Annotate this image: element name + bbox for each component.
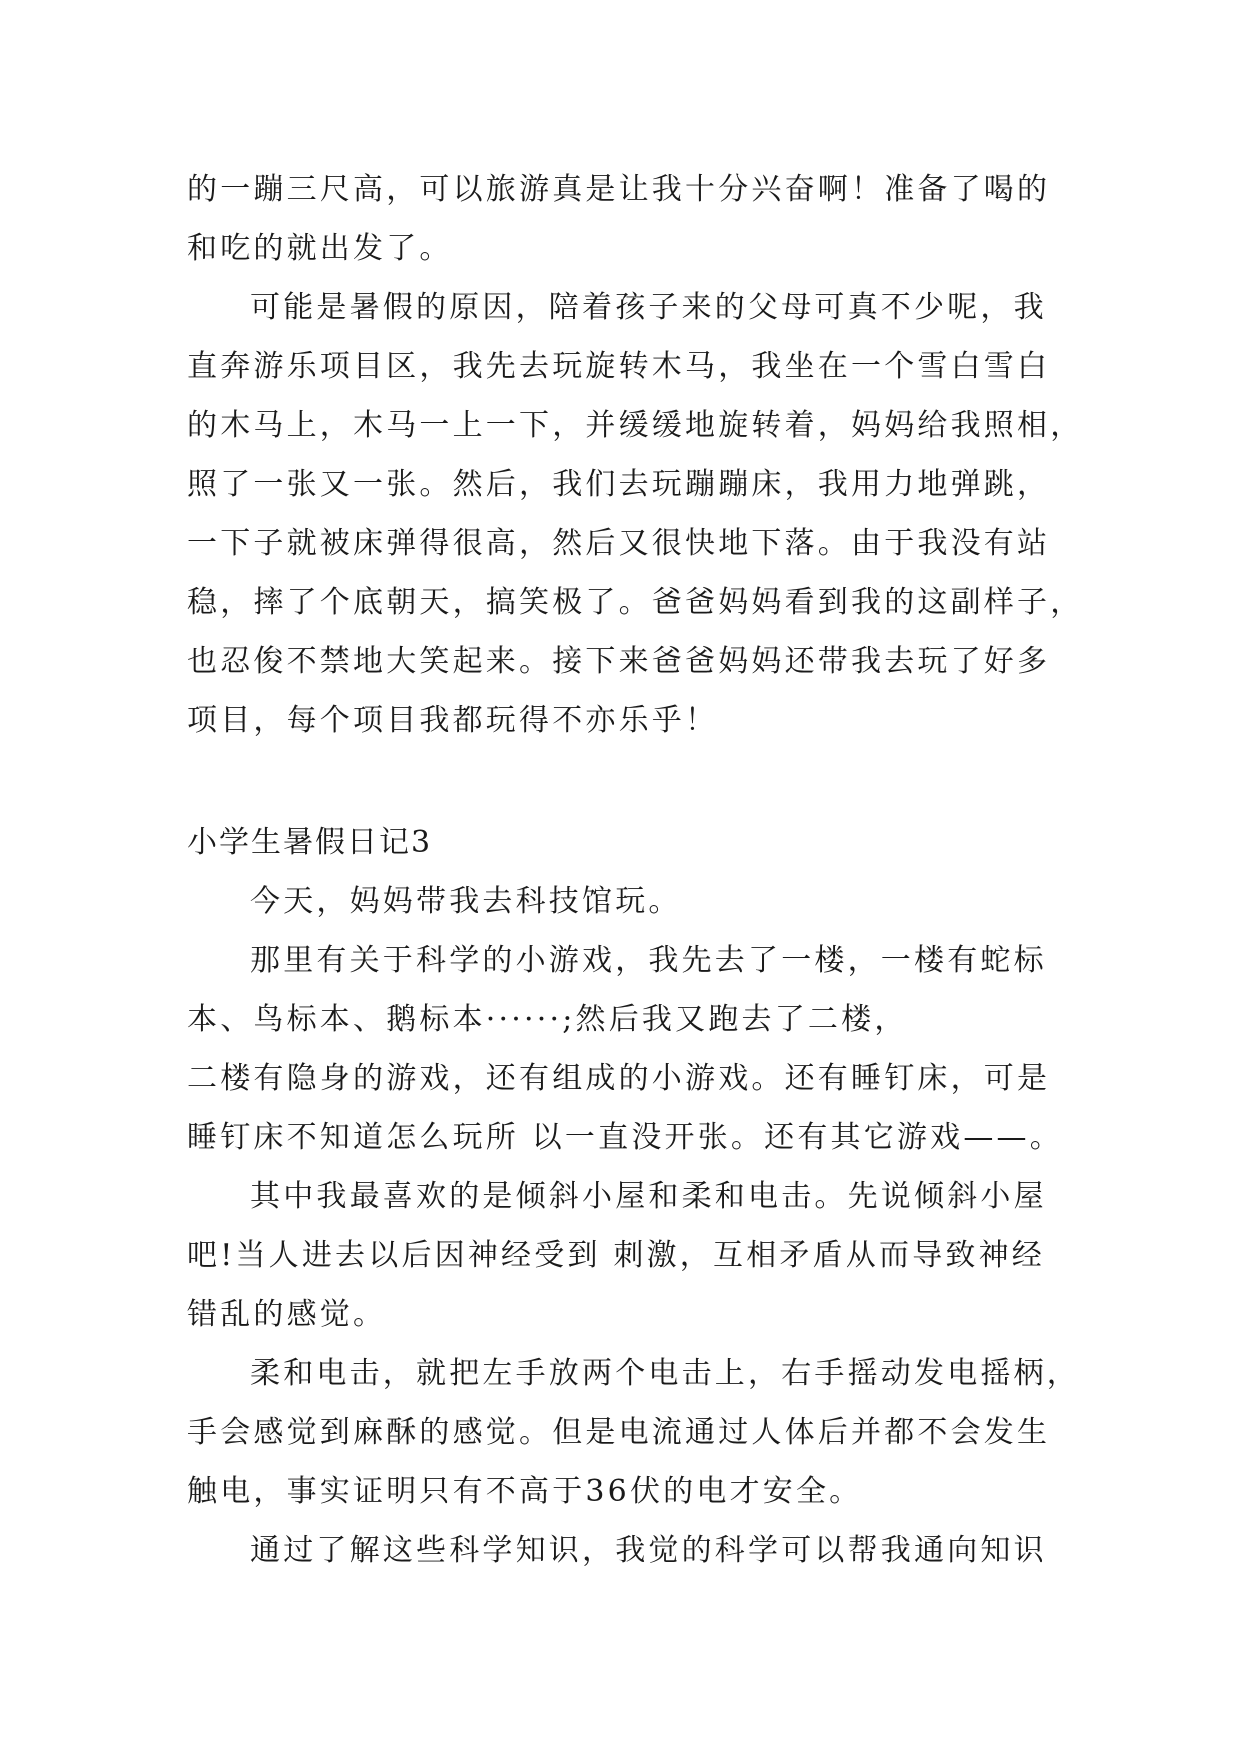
text-line: 错乱的感觉。 bbox=[187, 1297, 387, 1332]
text-line: 和吃的就出发了。 bbox=[187, 231, 453, 266]
paragraph-start: 通过了解这些科学知识，我觉的科学可以帮我通向知识 bbox=[250, 1533, 1047, 1568]
text-line: 的一蹦三尺高，可以旅游真是让我十分兴奋啊！准备了喝的 bbox=[187, 172, 1051, 207]
text-line: 照了一张又一张。然后，我们去玩蹦蹦床，我用力地弹跳， bbox=[187, 467, 1051, 502]
text-line: 也忍俊不禁地大笑起来。接下来爸爸妈妈还带我去玩了好多 bbox=[187, 644, 1051, 679]
section-gap bbox=[187, 750, 1057, 813]
paragraph-start: 柔和电击，就把左手放两个电击上，右手摇动发电摇柄， bbox=[250, 1356, 1080, 1391]
text-line: 项目，每个项目我都玩得不亦乐乎！ bbox=[187, 703, 719, 738]
text-line: 的木马上，木马一上一下，并缓缓地旋转着，妈妈给我照相， bbox=[187, 408, 1084, 443]
paragraph-start: 今天，妈妈带我去科技馆玩。 bbox=[250, 884, 682, 919]
text-line: 二楼有隐身的游戏，还有组成的小游戏。还有睡钉床，可是 bbox=[187, 1061, 1051, 1096]
text-line: 一下子就被床弹得很高，然后又很快地下落。由于我没有站 bbox=[187, 526, 1051, 561]
text-line: 吧!当人进去以后因神经受到 刺激，互相矛盾从而导致神经 bbox=[187, 1238, 1045, 1273]
paragraph-start: 其中我最喜欢的是倾斜小屋和柔和电击。先说倾斜小屋 bbox=[250, 1179, 1047, 1214]
paragraph-start: 可能是暑假的原因，陪着孩子来的父母可真不少呢，我 bbox=[250, 290, 1047, 325]
text-line: 手会感觉到麻酥的感觉。但是电流通过人体后并都不会发生 bbox=[187, 1415, 1051, 1450]
section-heading: 小学生暑假日记3 bbox=[187, 825, 433, 860]
text-line: 睡钉床不知道怎么玩所 以一直没开张。还有其它游戏——。 bbox=[187, 1120, 1063, 1155]
document-body bbox=[187, 160, 1084, 1580]
text-line: 本、鸟标本、鹅标本······;然后我又跑去了二楼， bbox=[187, 1002, 908, 1037]
paragraph-start: 那里有关于科学的小游戏，我先去了一楼，一楼有蛇标 bbox=[250, 943, 1047, 978]
text-line: 触电，事实证明只有不高于36伏的电才安全。 bbox=[187, 1474, 863, 1509]
text-line: 直奔游乐项目区，我先去玩旋转木马，我坐在一个雪白雪白 bbox=[187, 349, 1051, 384]
text-line: 稳，摔了个底朝天，搞笑极了。爸爸妈妈看到我的这副样子， bbox=[187, 585, 1084, 620]
